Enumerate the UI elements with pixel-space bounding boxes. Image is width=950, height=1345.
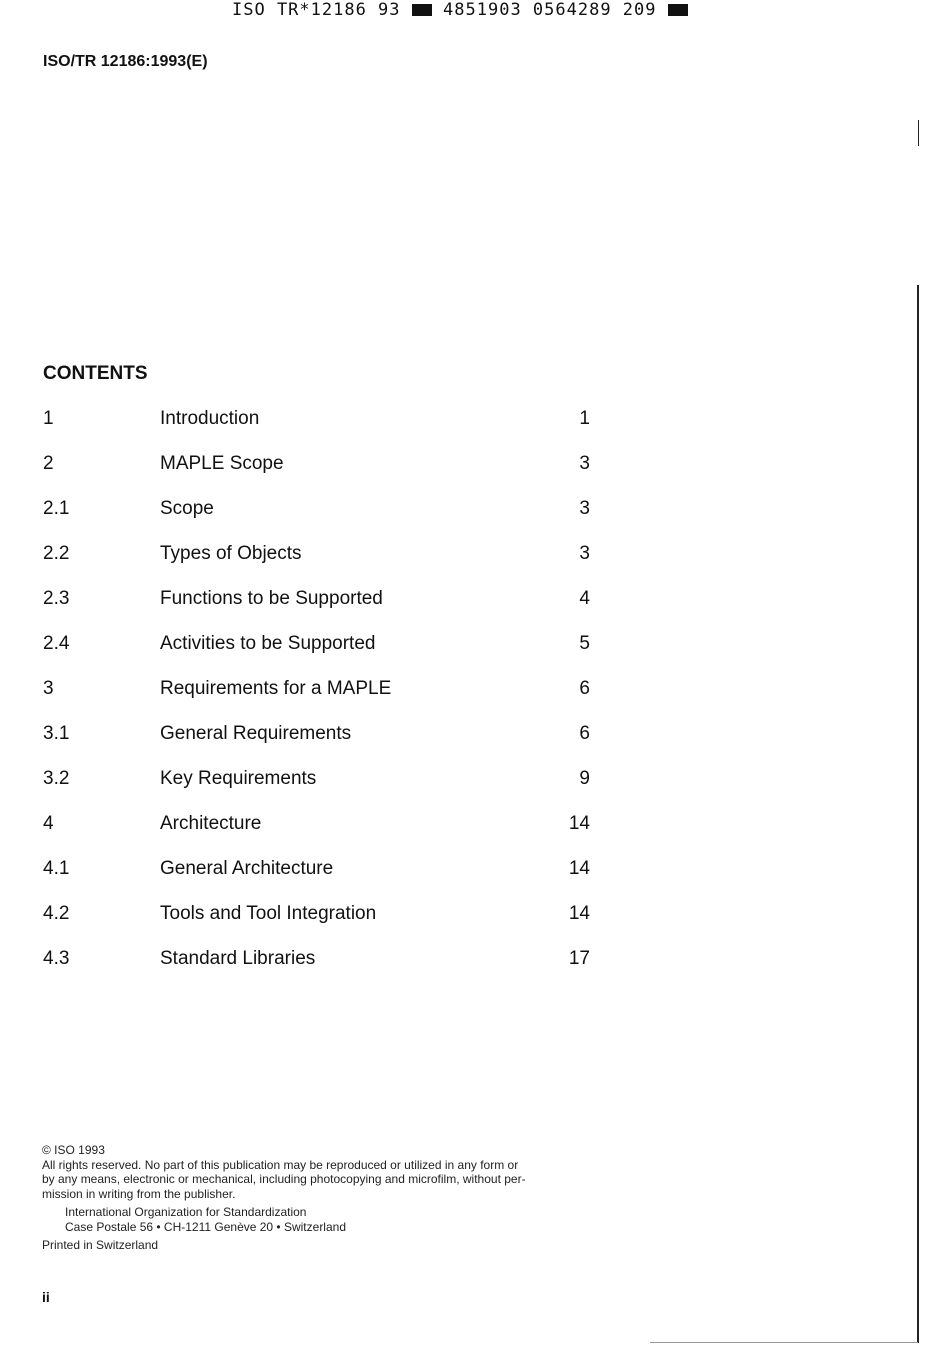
barcode-text-left: ISO TR*12186 93	[232, 0, 401, 20]
toc-entry	[0, 666, 950, 711]
toc-entry-page: 5	[579, 633, 590, 654]
table-of-contents	[0, 396, 950, 981]
toc-entry-number: 4.1	[43, 858, 70, 879]
toc-entry-page: 3	[579, 543, 590, 564]
toc-entry-number: 4	[43, 813, 54, 834]
toc-entry-title: Activities to be Supported	[160, 633, 376, 654]
toc-entry-number: 2	[43, 453, 54, 474]
scan-edge-mark	[918, 120, 919, 146]
toc-entry-title: Functions to be Supported	[160, 588, 383, 609]
toc-entry	[0, 756, 950, 801]
org-name: International Organization for Standardization	[65, 1205, 307, 1219]
toc-entry-title: Architecture	[160, 813, 262, 834]
contents-heading: CONTENTS	[43, 363, 148, 384]
barcode-block-icon	[412, 4, 432, 16]
toc-entry-page: 3	[579, 453, 590, 474]
toc-entry-page: 1	[579, 408, 590, 429]
toc-entry	[0, 801, 950, 846]
scan-edge-line	[917, 285, 919, 1343]
toc-entry-page: 14	[568, 813, 590, 834]
toc-entry-number: 2.2	[43, 543, 70, 564]
toc-entry-number: 3.1	[43, 723, 70, 744]
toc-entry-title: Key Requirements	[160, 768, 317, 789]
scan-bottom-line	[650, 1342, 918, 1343]
org-address: Case Postale 56 • CH-1211 Genève 20 • Switzerland	[65, 1219, 346, 1234]
toc-entry-page: 9	[579, 768, 590, 789]
toc-entry-title: Scope	[160, 498, 214, 519]
toc-entry-number: 4.3	[43, 948, 70, 969]
copyright-line: © ISO 1993	[42, 1143, 105, 1157]
copyright-footer	[42, 1143, 587, 1253]
barcode-header	[232, 0, 688, 22]
toc-entry	[0, 936, 950, 981]
toc-entry	[0, 531, 950, 576]
toc-entry-title: General Requirements	[160, 723, 352, 744]
toc-entry-number: 2.3	[43, 588, 70, 609]
toc-entry-title: General Architecture	[160, 858, 334, 879]
toc-entry-number: 3	[43, 678, 54, 699]
toc-entry-page: 14	[568, 858, 590, 879]
toc-entry	[0, 441, 950, 486]
document-id: ISO/TR 12186:1993(E)	[43, 53, 208, 70]
rights-line: mission in writing from the publisher.	[42, 1186, 236, 1201]
rights-line: All rights reserved. No part of this publication may be reproduced or utilized in any form or	[42, 1157, 519, 1172]
toc-entry	[0, 846, 950, 891]
toc-entry-number: 4.2	[43, 903, 70, 924]
toc-entry-page: 6	[579, 678, 590, 699]
barcode-text-mid: 4851903 0564289 209	[443, 0, 657, 20]
toc-entry-title: Standard Libraries	[160, 948, 316, 969]
toc-entry	[0, 711, 950, 756]
barcode-block-icon	[668, 4, 688, 16]
toc-entry-number: 2.1	[43, 498, 70, 519]
toc-entry-number: 3.2	[43, 768, 70, 789]
toc-entry-title: MAPLE Scope	[160, 453, 284, 474]
toc-entry-page: 4	[579, 588, 590, 609]
toc-entry	[0, 891, 950, 936]
toc-entry-page: 6	[579, 723, 590, 744]
toc-entry-title: Types of Objects	[160, 543, 302, 564]
toc-entry	[0, 576, 950, 621]
toc-entry	[0, 621, 950, 666]
toc-entry-page: 17	[568, 948, 590, 969]
toc-entry	[0, 486, 950, 531]
toc-entry-title: Introduction	[160, 408, 260, 429]
toc-entry-title: Requirements for a MAPLE	[160, 678, 392, 699]
rights-line: by any means, electronic or mechanical, including photocopying and microfilm, without per-	[42, 1172, 526, 1186]
printed-line: Printed in Switzerland	[42, 1238, 159, 1252]
toc-entry-page: 14	[568, 903, 590, 924]
toc-entry-number: 1	[43, 408, 54, 429]
toc-entry	[0, 396, 950, 441]
toc-entry-number: 2.4	[43, 633, 70, 654]
toc-entry-page: 3	[579, 498, 590, 519]
page-number: ii	[42, 1289, 50, 1305]
toc-entry-title: Tools and Tool Integration	[160, 903, 377, 924]
